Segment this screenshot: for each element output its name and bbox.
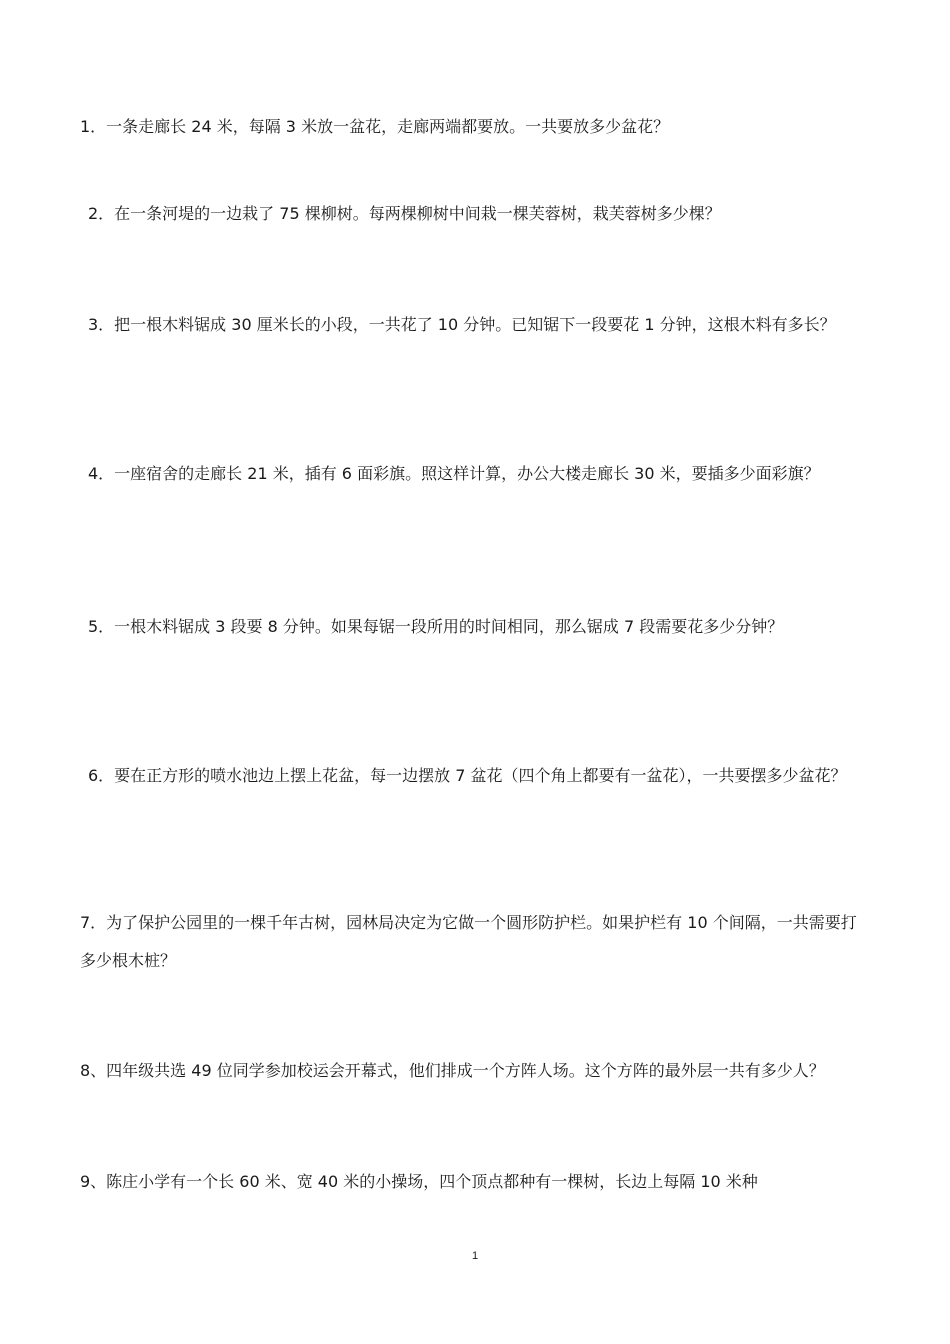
problem-6: 6．要在正方形的喷水池边上摆上花盆，每一边摆放 7 盆花（四个角上都要有一盆花），一共要摆多少盆花？ xyxy=(88,766,847,785)
problem-8: 8、四年级共选 49 位同学参加校运会开幕式，他们排成一个方阵人场。这个方阵的最外层一共有多少人？ xyxy=(80,1061,825,1080)
problem-5: 5．一根木料锯成 3 段要 8 分钟。如果每锯一段所用的时间相同，那么锯成 7 段需要花多少分钟？ xyxy=(88,617,784,636)
problem-2: 2．在一条河堤的一边栽了 75 棵柳树。每两棵柳树中间栽一棵芙蓉树，栽芙蓉树多少棵？ xyxy=(88,204,721,223)
page-number: 1 xyxy=(471,1250,479,1262)
problem-4: 4．一座宿舍的走廊长 21 米，插有 6 面彩旗。照这样计算，办公大楼走廊长 30 米，要插多少面彩旗？ xyxy=(88,464,820,483)
problem-9: 9、陈庄小学有一个长 60 米、宽 40 米的小操场，四个顶点都种有一棵树，长边上每隔 10 米种 xyxy=(80,1172,758,1191)
problem-7: 7．为了保护公园里的一棵千年古树，园林局决定为它做一个圆形防护栏。如果护栏有 10 个间隔，一共需要打多少根木桩？ xyxy=(80,913,857,970)
problem-3: 3．把一根木料锯成 30 厘米长的小段，一共花了 10 分钟。已知锯下一段要花 1 分钟，这根木料有多长？ xyxy=(88,315,836,334)
problem-1: 1．一条走廊长 24 米，每隔 3 米放一盆花，走廊两端都要放。一共要放多少盆花？ xyxy=(80,117,670,136)
